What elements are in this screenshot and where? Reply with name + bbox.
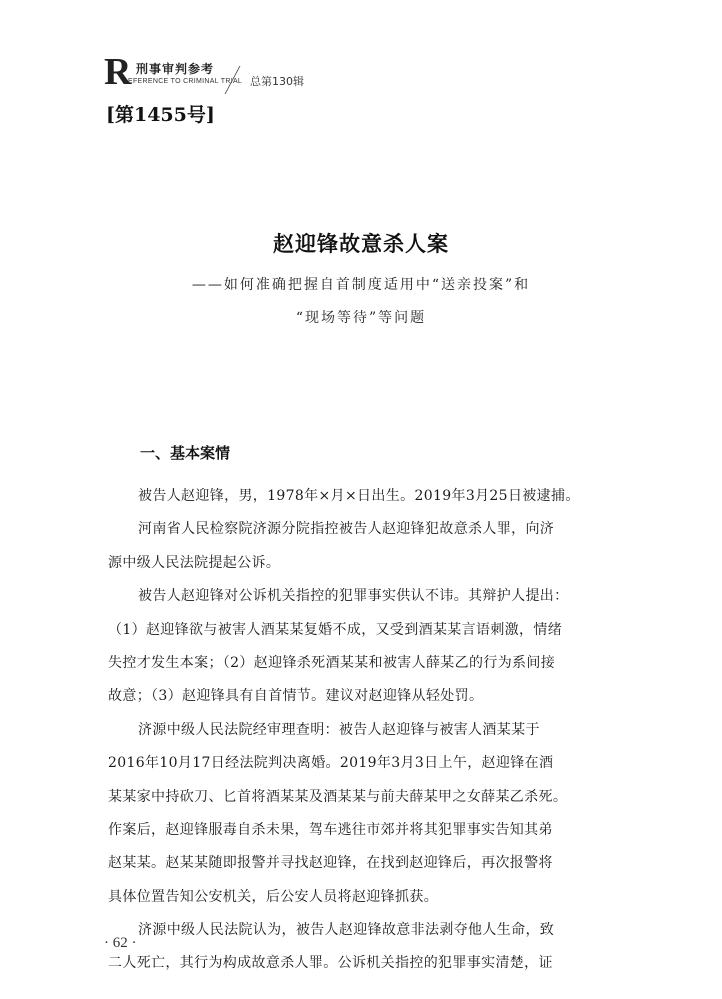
journal-logo-letter: R [104,51,132,93]
article-subtitle-line-2: “现场等待”等问题 [295,310,427,326]
body-line: 赵某某。赵某某随即报警并寻找赵迎锋，在找到赵迎锋后，再次报警将 [108,855,553,872]
body-line: 故意；（3）赵迎锋具有自首情节。建议对赵迎锋从轻处罚。 [108,688,484,705]
article-title: 赵迎锋故意杀人案 [273,231,449,256]
body-line: 二人死亡，其行为构成故意杀人罪。公诉机关指控的犯罪事实清楚，证 [108,955,553,972]
body-line: 具体位置告知公安机关，后公安人员将赵迎锋抓获。 [108,888,439,905]
body-line: 被告人赵迎锋，男，1978年×月×日出生。2019年3月25日被逮捕。 [138,488,580,504]
body-line: （1）赵迎锋欲与被害人酒某某复婚不成，又受到酒某某言语刺激，情绪 [108,621,563,638]
body-line: 河南省人民检察院济源分院指控被告人赵迎锋犯故意杀人罪，向济 [138,521,555,538]
body-line: 源中级人民法院提起公诉。 [108,554,281,571]
volume-number: 总第130辑 [250,75,304,88]
page-number: · 62 · [104,935,137,951]
body-line: 2016年10月17日经法院判决离婚。2019年3月3日上午，赵迎锋在酒 [108,755,554,772]
body-line: 某某家中持砍刀、匕首将酒某某及酒某某与前夫薛某甲之女薛某乙杀死。 [108,788,568,805]
running-header [104,51,404,94]
section-heading: 一、基本案情 [140,444,231,462]
body-line: 济源中级人民法院经审理查明：被告人赵迎锋与被害人酒某某于 [138,721,540,738]
journal-title-en: EFERENCE TO CRIMINAL TRIAL [128,78,243,85]
body-line: 济源中级人民法院认为，被告人赵迎锋故意非法剥夺他人生命，致 [138,922,555,939]
journal-title-cn: 刑事审判参考 [136,62,215,76]
body-text [108,480,628,981]
case-number: [第1455号] [106,104,215,126]
body-line: 失控才发生本案；（2）赵迎锋杀死酒某某和被害人薛某乙的行为系间接 [108,654,556,671]
article-subtitle-line-1: ——如何准确把握自首制度适用中“送亲投案”和 [191,277,531,293]
body-line: 作案后，赵迎锋服毒自杀未果，驾车逃往市郊并将其犯罪事实告知其弟 [108,821,553,838]
body-line: 被告人赵迎锋对公诉机关指控的犯罪事实供认不讳。其辩护人提出： [138,588,569,605]
